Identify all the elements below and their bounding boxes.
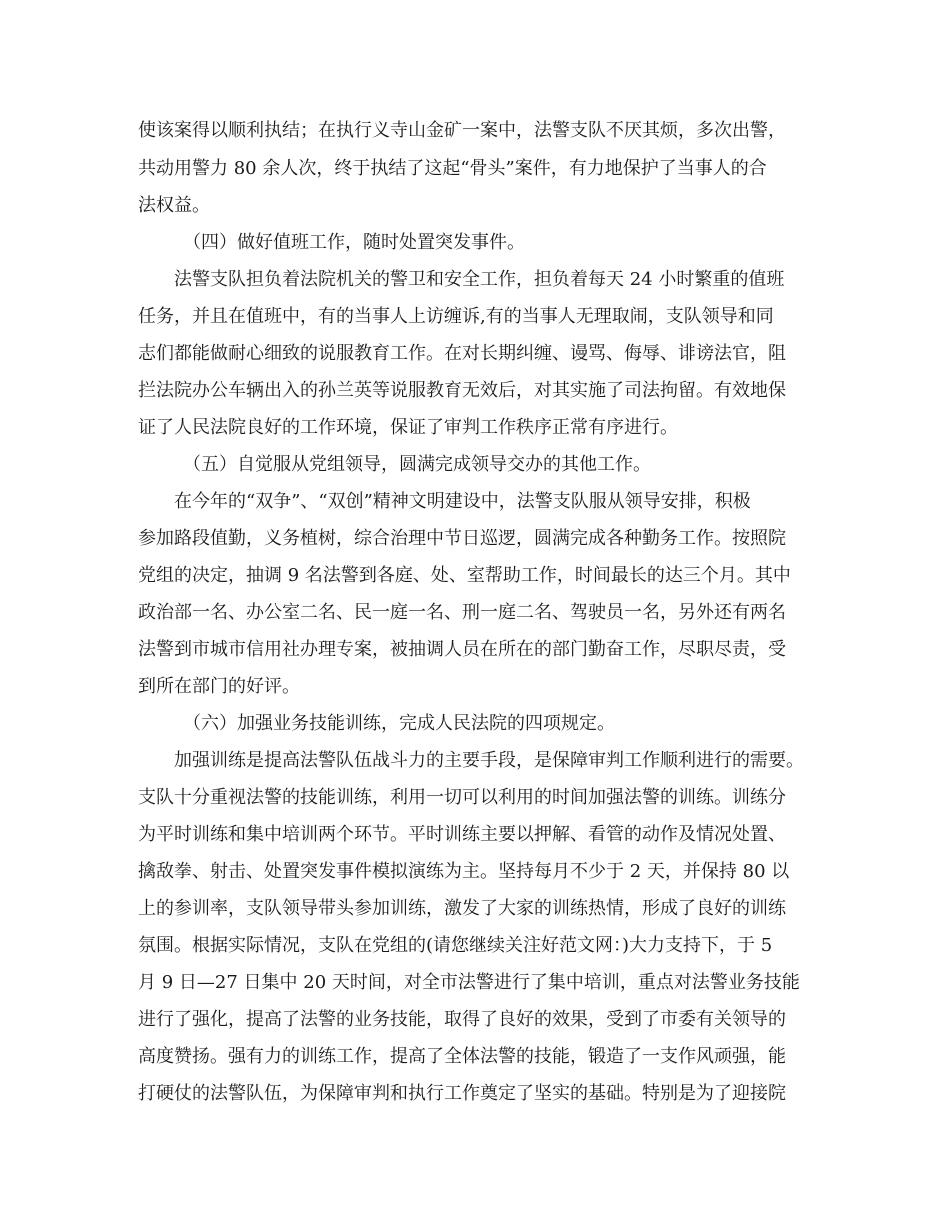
- text-line: 法权益。: [138, 195, 210, 216]
- section-heading: （五）自觉服从党组领导，圆满完成领导交办的其他工作。: [183, 454, 651, 475]
- text-line: 共动用警力 80 余人次，终于执结了这起“骨头”案件，有力地保护了当事人的合: [138, 158, 767, 179]
- text-line: 在今年的“双争”、“双创”精神文明建设中，法警支队服从领导安排，积极: [174, 491, 751, 512]
- text-line: 法警到市城市信用社办理专案，被抽调人员在所在的部门勤奋工作，尽职尽责，受: [138, 639, 786, 660]
- text-line: 政治部一名、办公室二名、民一庭一名、刑一庭二名、驾驶员一名，另外还有两名: [138, 602, 786, 623]
- text-line: 为平时训练和集中培训两个环节。平时训练主要以押解、看管的动作及情况处置、: [138, 824, 786, 845]
- text-line: 拦法院办公车辆出入的孙兰英等说服教育无效后，对其实施了司法拘留。有效地保: [138, 380, 786, 401]
- text-line: 参加路段值勤，义务植树，综合治理中节日巡逻，圆满完成各种勤务工作。按照院: [138, 528, 786, 549]
- text-line: 擒敌拳、射击、处置突发事件模拟演练为主。坚持每月不少于 2 天，并保持 80 以: [138, 861, 790, 882]
- text-line: 打硬仗的法警队伍，为保障审判和执行工作奠定了坚实的基础。特别是为了迎接院: [138, 1083, 786, 1104]
- text-line: 党组的决定，抽调 9 名法警到各庭、处、室帮助工作，时间最长的达三个月。其中: [138, 565, 791, 586]
- text-line: 到所在部门的好评。: [138, 676, 300, 697]
- text-line: 氛围。根据实际情况，支队在党组的(请您继续关注好范文网：)大力支持下，于 5: [138, 935, 773, 956]
- text-line: 法警支队担负着法院机关的警卫和安全工作，担负着每天 24 小时繁重的值班: [174, 269, 785, 290]
- text-line: 志们都能做耐心细致的说服教育工作。在对长期纠缠、谩骂、侮辱、诽谤法官，阻: [138, 343, 786, 364]
- text-line: 加强训练是提高法警队伍战斗力的主要手段，是保障审判工作顺利进行的需要。: [174, 750, 804, 771]
- section-heading: （四）做好值班工作，随时处置突发事件。: [183, 232, 525, 253]
- text-line: 进行了强化，提高了法警的业务技能，取得了良好的效果，受到了市委有关领导的: [138, 1009, 786, 1030]
- text-line: 支队十分重视法警的技能训练，利用一切可以利用的时间加强法警的训练。训练分: [138, 787, 786, 808]
- text-line: 任务，并且在值班中，有的当事人上访缠诉,有的当事人无理取闹，支队领导和同: [138, 306, 774, 327]
- text-line: 证了人民法院良好的工作环境，保证了审判工作秩序正常有序进行。: [138, 417, 678, 438]
- text-line: 上的参训率，支队领导带头参加训练，激发了大家的训练热情，形成了良好的训练: [138, 898, 786, 919]
- text-line: 月 9 日—27 日集中 20 天时间，对全市法警进行了集中培训，重点对法警业务技能: [138, 972, 800, 993]
- text-line: 使该案得以顺利执结；在执行义寺山金矿一案中，法警支队不厌其烦，多次出警，: [138, 120, 786, 141]
- section-heading: （六）加强业务技能训练，完成人民法院的四项规定。: [183, 713, 615, 734]
- text-line: 高度赞扬。强有力的训练工作，提高了全体法警的技能，锻造了一支作风顽强，能: [138, 1046, 786, 1067]
